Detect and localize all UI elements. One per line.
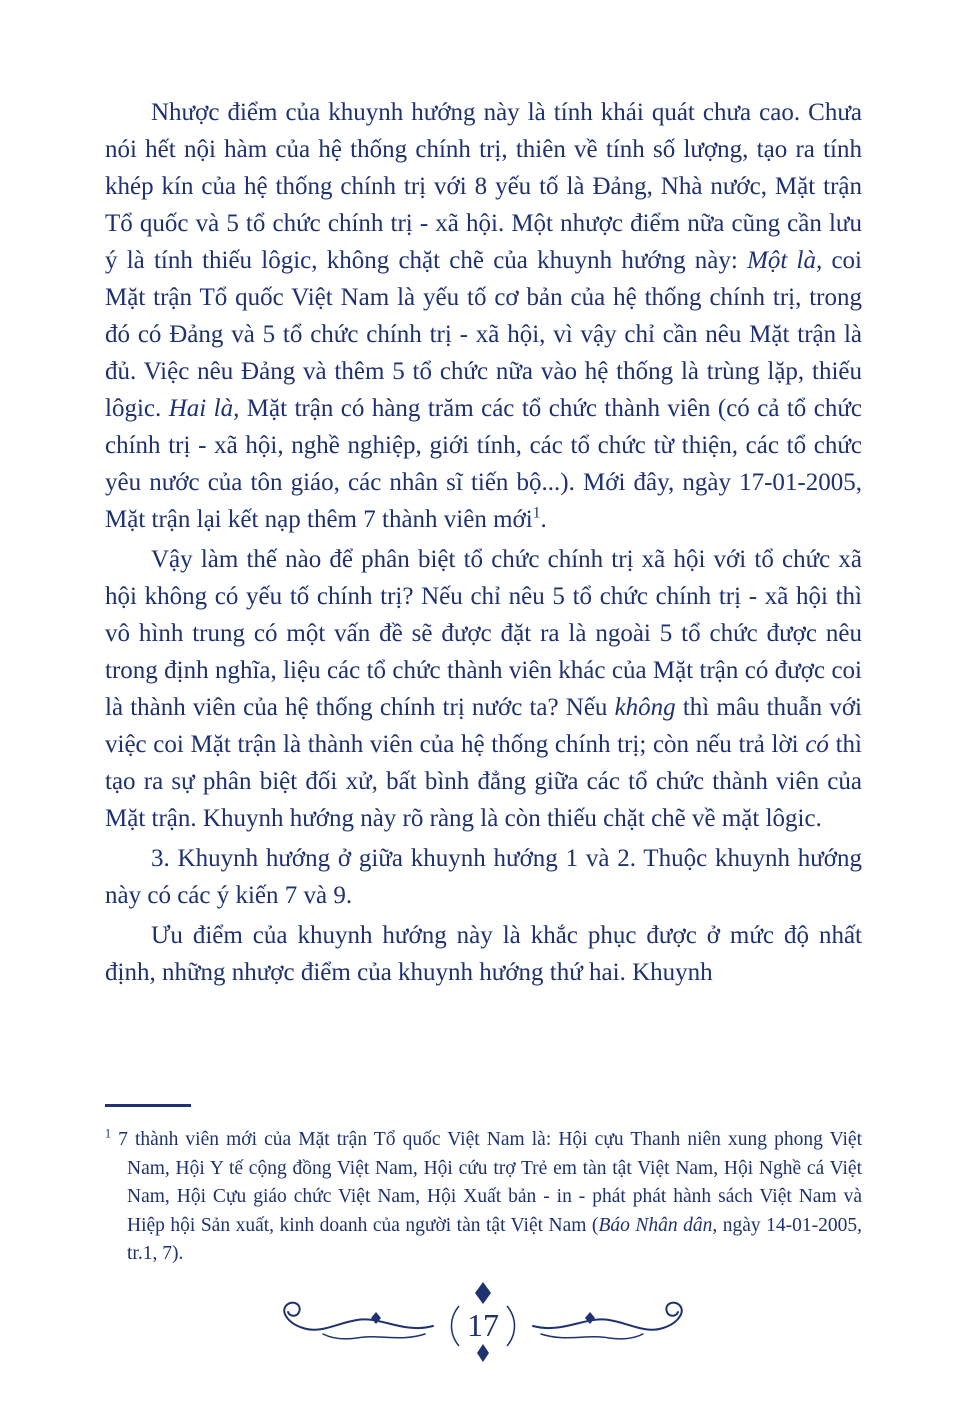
- paragraph: [105, 541, 862, 837]
- text-run: Vậy làm thế nào để phân biệt tổ chức chính trị xã hội với tổ chức xã hội không có yếu tố chính trị? Nếu chỉ nêu 5 tổ chức chính trị - xã hội thì vô hình trung có một vấn đề sẽ được đặt ra là ngoài 5 tổ chức được nêu trong định nghĩa, liệu các tổ chức thành viên khác của Mặt trận có được coi là thành viên của hệ thống chính trị nước ta? Nếu: [105, 546, 862, 721]
- paragraph: [105, 840, 862, 914]
- page-number-arc-left: [451, 1306, 459, 1346]
- flourish-right-icon: [533, 1303, 682, 1339]
- paragraph: [105, 917, 862, 991]
- footer-ornament: [253, 1278, 713, 1370]
- paragraphs: [105, 94, 862, 994]
- flourish-left-icon: [284, 1303, 433, 1339]
- footnote-ref: 1: [532, 504, 541, 522]
- emphasis-text: Báo Nhân dân: [598, 1214, 713, 1236]
- emphasis-text: có: [805, 731, 829, 758]
- emphasis-text: Hai là,: [168, 395, 240, 422]
- text-run: thì tạo ra sự phân biệt đối xử, bất bình đẳng giữa các tổ chức thành viên của Mặt trận. Khuynh hướng này rõ ràng là còn thiếu chặt chẽ về mặt lôgic.: [105, 731, 862, 832]
- text-run: .: [540, 506, 547, 533]
- text-run: coi Mặt trận Tổ quốc Việt Nam là yếu tố cơ bản của hệ thống chính trị, trong đó có Đảng và 5 tổ chức chính trị - xã hội, vì vậy chỉ cần nêu Mặt trận là đủ. Việc nêu Đảng và thêm 5 tổ chức nữa vào hệ thống là trùng lặp, thiếu lôgic.: [105, 247, 863, 422]
- footnote-ref: 1: [105, 1126, 112, 1141]
- text-run: Ưu điểm của khuynh hướng này là khắc phục được ở mức độ nhất định, những nhược điểm của khuynh hướng thứ hai. Khuynh: [105, 922, 862, 986]
- diamond-top-icon: [475, 1282, 491, 1304]
- emphasis-text: không: [614, 694, 676, 721]
- text-run: 3. Khuynh hướng ở giữa khuynh hướng 1 và 2. Thuộc khuynh hướng này có các ý kiến 7 và 9.: [105, 845, 862, 909]
- text-run: Mặt trận có hàng trăm các tổ chức thành viên (có cả tổ chức chính trị - xã hội, nghề nghiệp, giới tính, các tổ chức từ thiện, các tổ chức yêu nước của tôn giáo, các nhân sĩ tiến bộ...). Mới đây, ngày 17-01-2005, Mặt trận lại kết nạp thêm 7 thành viên mới: [105, 395, 862, 533]
- footnote: [105, 1126, 862, 1269]
- footnote-text: [105, 1126, 862, 1269]
- text-run: thì mâu thuẫn với việc coi Mặt trận là thành viên của hệ thống chính trị; còn nếu trả lời: [105, 694, 862, 758]
- page-footer: [0, 1278, 965, 1370]
- emphasis-text: Một là,: [747, 247, 823, 274]
- page-number-arc-right: [507, 1306, 515, 1346]
- diamond-bottom-icon: [477, 1344, 489, 1362]
- text-run: Nhược điểm của khuynh hướng này là tính khái quát chưa cao. Chưa nói hết nội hàm của hệ thống chính trị, thiên về tính số lượng, tạo ra tính khép kín của hệ thống chính trị với 8 yếu tố là Đảng, Nhà nước, Mặt trận Tổ quốc và 5 tổ chức chính trị - xã hội. Một nhược điểm nữa cũng cần lưu ý là tính thiếu lôgic, không chặt chẽ của khuynh hướng này:: [105, 99, 862, 274]
- footnote-separator: [105, 1104, 191, 1107]
- page-number: 17: [466, 1307, 499, 1343]
- paragraph: [105, 94, 862, 538]
- text-run: 7 thành viên mới của Mặt trận Tổ quốc Việt Nam là: Hội cựu Thanh niên xung phong Việt Nam, Hội Y tế cộng đồng Việt Nam, Hội cứu trợ Trẻ em tàn tật Việt Nam, Hội Nghề cá Việt Nam, Hội Cựu giáo chức Việt Nam, Hội Xuất bản - in - phát phát hành sách Việt Nam và Hiệp hội Sản xuất, kinh doanh của người tàn tật Việt Nam (: [111, 1129, 862, 1236]
- text-run: , ngày 14-01-2005, tr.1, 7).: [127, 1214, 862, 1265]
